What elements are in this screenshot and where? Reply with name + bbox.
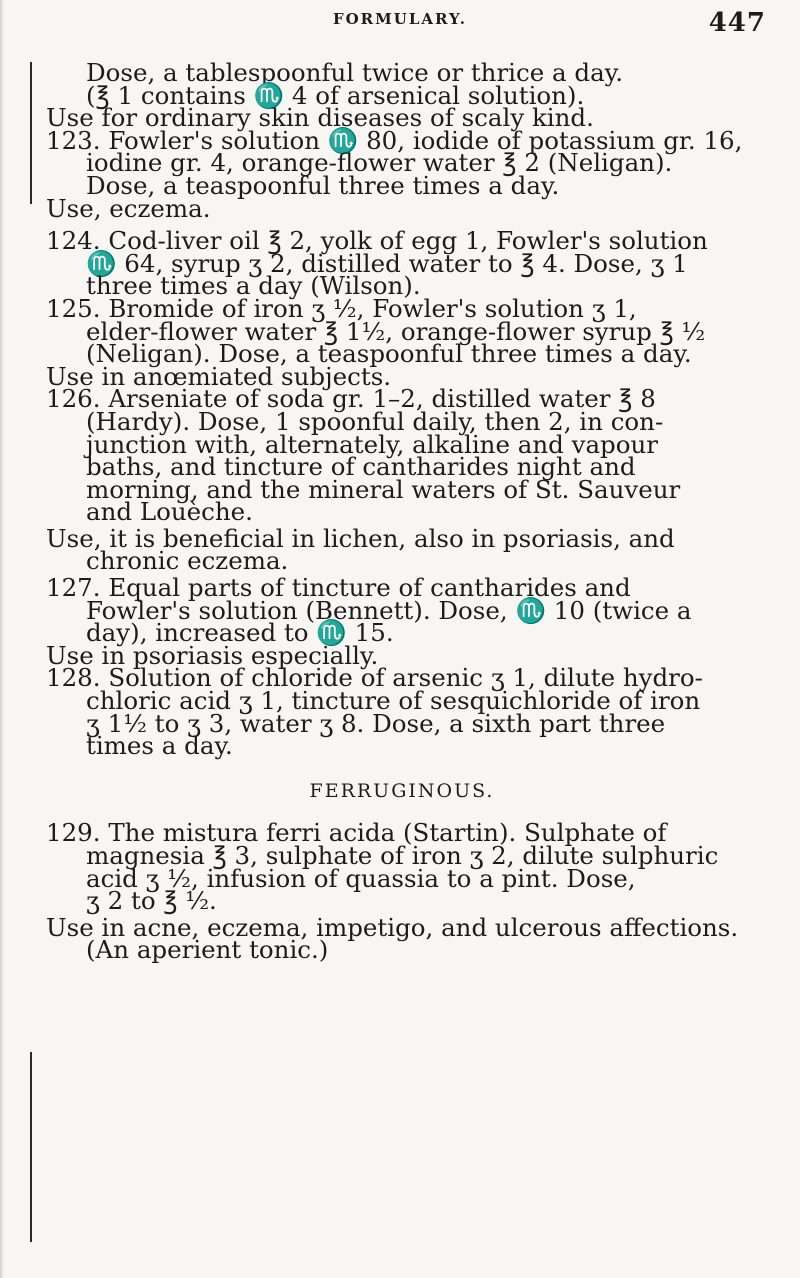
text-line: junction with, alternately, alkaline and vapour (86, 429, 658, 459)
text-line: chloric acid ʒ 1, tincture of sesquichloride of iron (86, 686, 701, 716)
text-line: Use, it is beneficial in lichen, also in psoriasis, and (46, 523, 675, 553)
text-line: chronic eczema. (86, 546, 289, 576)
text-line: 129. The mistura ferri acida (Startin). Sulphate of (46, 818, 667, 848)
text-line: 125. Bromide of iron ʒ ½, Fowler's solution ʒ 1, (46, 293, 637, 323)
text-line: 124. Cod-liver oil ℥ 2, yolk of egg 1, Fowler's solution (46, 226, 708, 256)
text-line: Use for ordinary skin diseases of scaly kind. (46, 103, 594, 133)
text-line: elder-flower water ℥ 1½, orange-flower syrup ℥ ½ (86, 316, 706, 346)
page-body (46, 58, 758, 965)
running-head: FORMULARY. (332, 10, 468, 28)
text-line: Fowler's solution (Bennett). Dose, ♏ 10 (twice a (86, 595, 692, 625)
entry-123 (46, 125, 758, 223)
entry-128 (46, 663, 758, 761)
text-line: ♏ 64, syrup ʒ 2, distilled water to ℥ 4. Dose, ʒ 1 (86, 248, 688, 278)
page-header (0, 6, 800, 38)
page-edge (0, 0, 4, 1278)
entry-129-use (46, 912, 758, 965)
text-line: morning, and the mineral waters of St. Sauveur (86, 474, 681, 504)
text-line: 126. Arseniate of soda gr. 1–2, distilled water ℥ 8 (46, 384, 656, 414)
text-line: ʒ 1½ to ʒ 3, water ʒ 8. Dose, a sixth part three (86, 708, 666, 738)
entry-129 (46, 818, 758, 916)
text-line: Dose, a tablespoonful twice or thrice a day. (86, 58, 624, 87)
text-line: acid ʒ ½, infusion of quassia to a pint. Dose, (86, 863, 636, 893)
text-line: (An aperient tonic.) (86, 935, 329, 965)
text-line: Use in psoriasis especially. (46, 640, 379, 670)
text-line: Use in anœmiated subjects. (46, 361, 392, 391)
text-line: (Neligan). Dose, a teaspoonful three times a day. (86, 339, 692, 369)
text-line: times a day. (86, 731, 233, 761)
text-line: ʒ 2 to ℥ ½. (86, 886, 217, 916)
text-line: 127. Equal parts of tincture of cantharides and (46, 573, 631, 603)
text-line: day), increased to ♏ 15. (86, 618, 394, 648)
page-number: 447 (708, 8, 766, 38)
margin-rule (30, 62, 32, 204)
text-line: 128. Solution of chloride of arsenic ʒ 1, dilute hydro- (46, 663, 703, 693)
entry-126-use (46, 523, 758, 576)
entry-122-continued (46, 58, 758, 133)
text-line: Use, eczema. (46, 193, 211, 223)
entry-124 (46, 226, 758, 301)
section-heading-ferruginous: FERRUGINOUS. (309, 779, 495, 802)
margin-rule (30, 1052, 32, 1242)
text-line: three times a day (Wilson). (86, 271, 421, 301)
text-line: magnesia ℥ 3, sulphate of iron ʒ 2, dilute sulphuric (86, 841, 719, 870)
entry-127 (46, 573, 758, 670)
entry-126 (46, 384, 758, 527)
entry-125 (46, 293, 758, 391)
text-line: and Louèche. (86, 497, 253, 527)
text-line: (℥ 1 contains ♏ 4 of arsenical solution). (86, 80, 585, 110)
text-line: Dose, a teaspoonful three times a day. (86, 170, 560, 200)
text-line: (Hardy). Dose, 1 spoonful daily, then 2, in con- (86, 406, 664, 436)
text-line: Use in acne, eczema, impetigo, and ulcerous affections. (46, 912, 739, 942)
text-line: iodine gr. 4, orange-flower water ℥ 2 (Neligan). (86, 148, 673, 178)
text-line: baths, and tincture of cantharides night and (86, 452, 636, 482)
text-line: 123. Fowler's solution ♏ 80, iodide of potassium gr. 16, (46, 125, 743, 155)
